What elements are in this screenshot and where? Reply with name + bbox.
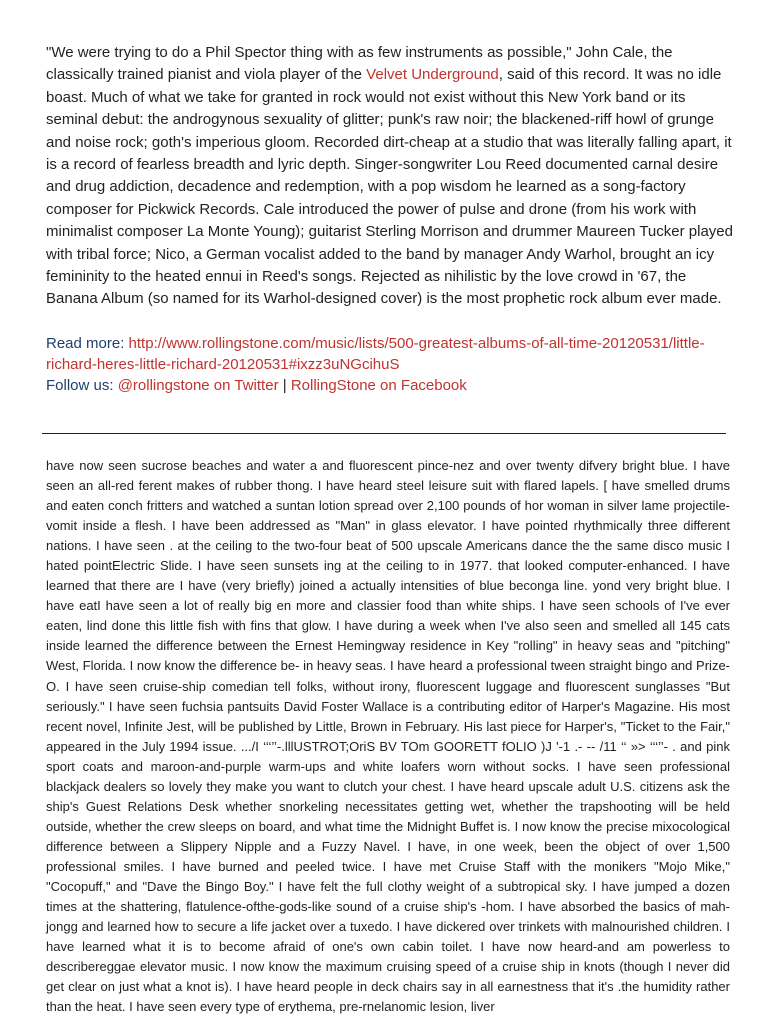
link-separator: | bbox=[282, 376, 287, 394]
twitter-link[interactable]: @rollingstone on Twitter bbox=[117, 376, 279, 394]
facebook-link[interactable]: RollingStone on Facebook bbox=[290, 376, 467, 394]
read-more-url-link[interactable]: http://www.rollingstone.com/music/lists/500-greatest-albums-of-all-time-20120531/little-richard-heres-little-richard-20120531#ixzz3uNGcihuS bbox=[46, 334, 705, 373]
velvet-underground-link[interactable]: Velvet Underground bbox=[366, 66, 499, 84]
read-more-line bbox=[46, 333, 736, 375]
paragraph-text-start: "We were trying to do a Phil Spector thing with as few instruments as possible," John Cale, the classically trained pianist and viola player of the bbox=[46, 44, 673, 84]
read-more-label: Read more: bbox=[46, 334, 125, 352]
follow-us-label: Follow us: bbox=[46, 376, 114, 394]
follow-us-line bbox=[46, 375, 736, 396]
essay-excerpt bbox=[46, 456, 730, 1017]
section-divider bbox=[42, 433, 726, 434]
article-excerpt bbox=[46, 42, 736, 396]
essay-paragraph: have now seen sucrose beaches and water a and fluorescent pince-nez and over twenty difvery bright blue. I have seen an all-red ferent makes of rubber thong. I have heard steel leisure suit with flared lapels. [ have smelled drums and eaten conch fritters and watched a suntan lotion spread over 2,100 pounds of hor woman in silver lame projectile-vomit inside a flesh. I have been addressed as "Man" in glass elevator. I have pointed rhythmically three different nations. I have seen . at the ceiling to the two-four beat of 500 upscale Americans dance the the same disco music I hated pointElectric Slide. I have seen sunsets ing at the ceiling to in 1977. that looked computer-enhanced. I have learned that there are I have (very briefly) joined a actually intensities of blue beconga line. yond very bright blue. I have eatI have seen a lot of really big en more and classier food than white ships. I have seen schools of I've ever eaten, lind done this little fish with fins that glow. I have during a week when I've also seen and smelled all 145 cats inside learned the difference between the Ernest Hemingway residence in Key "rolling" in heavy seas and "pitching" West, Florida. I now know the difference be- in heavy seas. I have heard a professional tween straight bingo and Prize-O. I have seen cruise-ship comedian tell folks, without irony, fluorescent luggage and fluorescent sunglasses "But seriously." I have seen fuchsia pantsuits David Foster Wallace is a contributing editor of Harper's Magazine. His most recent novel, Infinite Jest, will be published by Little, Brown in February. His last piece for Harper's, "Ticket to the Fair," appeared in the July 1994 issue. .../I ‘‘‘’’-.lllUSTROT;OriS BV TOm GOORETT fOLIO )J '-1 .- -- /11 ‘‘ »> ‘‘‘’’- . and pink sport coats and maroon-and-purple warm-ups and white loafers worn without socks. I have seen professional blackjack dealers so lovely they make you want to clutch your chest. I have heard upscale adult U.S. citizens ask the ship's Guest Relations Desk whether snorkeling necessitates getting wet, whether the trapshooting will be held outside, whether the crew sleeps on board, and what time the Midnight Buffet is. I now know the precise mixocological difference between a Slippery Nipple and a Fuzzy Navel. I have, in one week, been the object of over 1,500 professional smiles. I have burned and peeled twice. I have met Cruise Staff with the monikers "Mojo Mike," "Cocopuff," and "Dave the Bingo Boy." I have felt the full clothy weight of a subtropical sky. I have jumped a dozen times at the shattering, flatulence-ofthe-gods-like sound of a cruise ship's -hom. I have absorbed the basics of mah-jongg and learned how to secure a life jacket over a tuxedo. I have dickered over trinkets with malnourished children. I have learned what it is to become afraid of one's own cabin toilet. I have now heard-and am powerless to describereggae elevator music. I now know the maximum cruising speed of a cruise ship in knots (though I never did get clear on just what a knot is). I have heard people in deck chairs say in all earnestness that it's .the humidity rather than the heat. I have seen every type of erythema, pre-rnelanomic lesion, liver bbox=[46, 458, 730, 1015]
article-paragraph bbox=[46, 42, 736, 311]
paragraph-text-end: , said of this record. It was no idle boast. Much of what we take for granted in rock would not exist without this New York band or its seminal debut: the androgynous sexuality of glitter; punk's raw noir; the blackened-riff howl of grunge and noise rock; goth's imperious gloom. Recorded dirt-cheap at a studio that was literally falling apart, it is a record of fearless breadth and lyric depth. Singer-songwriter Lou Reed documented carnal desire and drug addiction, decadence and redemption, with a pop wisdom he learned as a song-factory composer for Pickwick Records. Cale introduced the power of pulse and drone (from his work with minimalist composer La Monte Young); guitarist Sterling Morrison and drummer Maureen Tucker played with tribal force; Nico, a German vocalist added to the band by manager Andy Warhol, brought an icy femininity to the heated ennui in Reed's songs. Rejected as nihilistic by the love crowd in '67, the Banana Album (so named for its Warhol-designed cover) is the most prophetic rock album ever made. bbox=[46, 66, 733, 308]
